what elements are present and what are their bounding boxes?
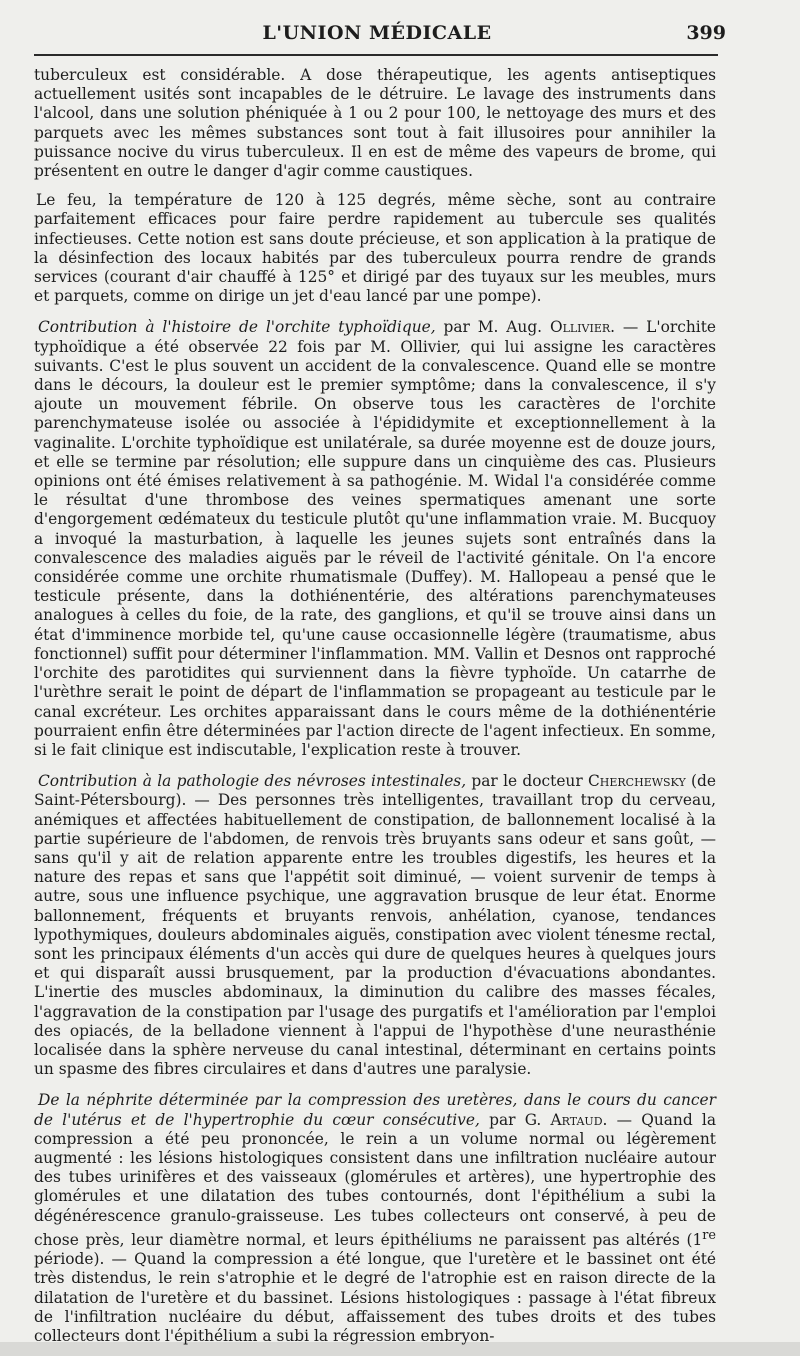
article-text: . — L'orchite typhoïdique a été observée 22 fois par M. Ollivier, qui lui assigne les caractères suivants. C'est le plus souvent un accident de la convalescence. Quand elle se montre dans le décours, la douleur est le premier symptôme; dans la convalescence, il s'y ajoute un mouvement fébrile. On observe tous les caractères de l'orchite parenchymateuse isolée ou associée à l'épididymite et exceptionnellement à la vaginalite. L'orchite typhoïdique est unilatérale, sa durée moyenne est de douze jours, et elle se termine par résolution; elle suppure dans un cinquième des cas. Plusieurs opinions ont été émises relativement à sa pathogénie. M. Widal l'a considérée comme le résultat d'une thrombose des veines spermatiques amenant une sorte d'engorgement œdémateux du testicule plutôt qu'une inflammation vraie. M. Bucquoy a invoqué la masturbation, à laquelle les jeunes sujets sont entraînés dans la convalescence des maladies aiguës par le réveil de l'activité génitale. On l'a encore considérée comme une orchite rhumatismale (Duffey). M. Hallopeau a pensé que le testicule présente, dans la dothiénentérie, des altérations parenchymateuses analogues à celles du foie, de la rate, des ganglions, et qu'il se trouve ainsi dans un état d'imminence morbide tel, qu'une cause occasionnelle légère (traumatisme, abus fonctionnel) suffit pour déterminer l'inflammation. MM. Vallin et Desnos ont rapproché l'orchite des parotidites qui surviennent dans la fièvre typhoïde. Un catarrhe de l'urèthre serait le point de départ de l'inflammation se propageant au testicule par le canal excréteur. Les orchites apparaissant dans le cours même de la dothiénentérie pourraient enfin être déterminées par l'action directe de l'agent infectieux. En somme, si le fait clinique est indiscutable, l'explication reste à trouver. bbox=[34, 318, 717, 759]
article-author: Ollivier bbox=[549, 318, 611, 337]
article-title: Contribution à l'histoire de l'orchite typhoïdique, bbox=[38, 318, 436, 337]
article-text: (de Saint-Pétersbourg). — Des personnes très intelligentes, travaillant trop du cerveau, anémiques et affectées habituellement de constipation, de ballonnement localisé à la partie supérieure de l'abdomen, de renvois très bruyants sans odeur et sans goût, — sans qu'il y ait de relation apparente entre les troubles digestifs, les heures et la nature des repas et sans que l'appétit soit diminué, — voient survenir de temps à autre, sous une influence psychique, une aggravation brusque de leur état. Enorme ballonnement, fréquents et bruyants renvois, anhélation, cyanose, tendances lypothymiques, douleurs abdominales aiguës, constipation avec violent ténesme rectal, sont les principaux éléments d'un accès qui dure de quelques heures à quelques jours et qui disparaît aussi brusquement, par la production d'évacuations abondantes. L'inertie des muscles abdominaux, la diminution du calibre des masses fécales, l'aggravation de la constipation par l'usage des purgatifs et l'amélioration par l'emploi des opiacés, de la belladone viennent à l'appui de l'hypothèse d'une neurasthénie localisée dans la sphère nerveuse du canal intestinal, déterminant en certains points un spasme des fibres circulaires et dans d'autres une paralysie. bbox=[34, 772, 717, 1079]
article-byline: par le docteur bbox=[466, 772, 588, 791]
article-nephrite bbox=[34, 1091, 716, 1346]
article-orchite bbox=[34, 318, 716, 760]
article-byline: par M. Aug. bbox=[435, 318, 550, 337]
paragraph-2: Le feu, la température de 120 à 125 degrés, même sèche, sont au contraire parfaitement efficaces pour faire perdre rapidement au tubercule ses qualités infectieuses. Cette notion est sans doute précieuse, et son application à la pratique de la désinfection des locaux habités par des tuberculeux pourra rendre de grands services (courant d'air chauffé à 125° et dirigé par des tuyaux sur les meubles, murs et parquets, comme on dirige un jet d'eau lancé par une pompe). bbox=[34, 191, 716, 306]
article-title: Contribution à la pathologie des névroses intestinales, bbox=[38, 772, 467, 791]
document-body bbox=[34, 66, 716, 1356]
header-rule bbox=[34, 54, 718, 56]
article-text: . — Quand la compression a été peu prononcée, le rein a un volume normal ou légèrement augmenté : les lésions histologiques consistent dans une infiltration nucléaire autour des tubes urinifères et des vaisseaux (glomérules et artères), une hypertrophie des glomérules et une dilatation des tubes contournés, dont l'épithélium a subi la dégénérescence granulo-graisseuse. Les tubes collecteurs ont conservé, à peu de chose près, leur diamètre normal, et leurs épithéliums ne paraissent pas altérés (1 bbox=[34, 1110, 717, 1249]
superscript: re bbox=[702, 1227, 716, 1243]
running-header bbox=[32, 22, 726, 52]
article-text-continued: période). — Quand la compression a été longue, que l'uretère et le bassinet ont été très distendus, le rein s'atrophie et le degré de l'atrophie est en raison directe de la dilatation de l'uretère et du bassinet. Lésions histologiques : passage à l'état fibreux de l'infiltration nucléaire du début, affaissement des tubes droits et des tubes collecteurs dont l'épithélium a subi la régression embryon- bbox=[34, 1250, 716, 1345]
article-nevroses bbox=[34, 772, 716, 1079]
article-byline: par G. bbox=[479, 1110, 551, 1129]
paragraph-1: tuberculeux est considérable. A dose thérapeutique, les agents antiseptiques actuellement usités sont incapables de le détruire. Le lavage des instruments dans l'alcool, dans une solution phéniquée à 1 ou 2 pour 100, le nettoyage des murs et des parquets avec les mêmes substances sont tout à fait illusoires pour annihiler la puissance nocive du virus tuberculeux. Il en est de même des vapeurs de brome, qui présentent en outre le danger d'agir comme caustiques. bbox=[34, 66, 716, 181]
running-title: L'UNION MÉDICALE bbox=[262, 22, 492, 44]
article-author: Artaud bbox=[550, 1110, 603, 1129]
article-title: De la néphrite déterminée par la compression des uretères, dans le cours du cancer de l'utérus et de l'hypertrophie du cœur consécutive, bbox=[34, 1091, 716, 1129]
page-number: 399 bbox=[686, 22, 726, 44]
article-author: Cherchewsky bbox=[588, 772, 686, 791]
